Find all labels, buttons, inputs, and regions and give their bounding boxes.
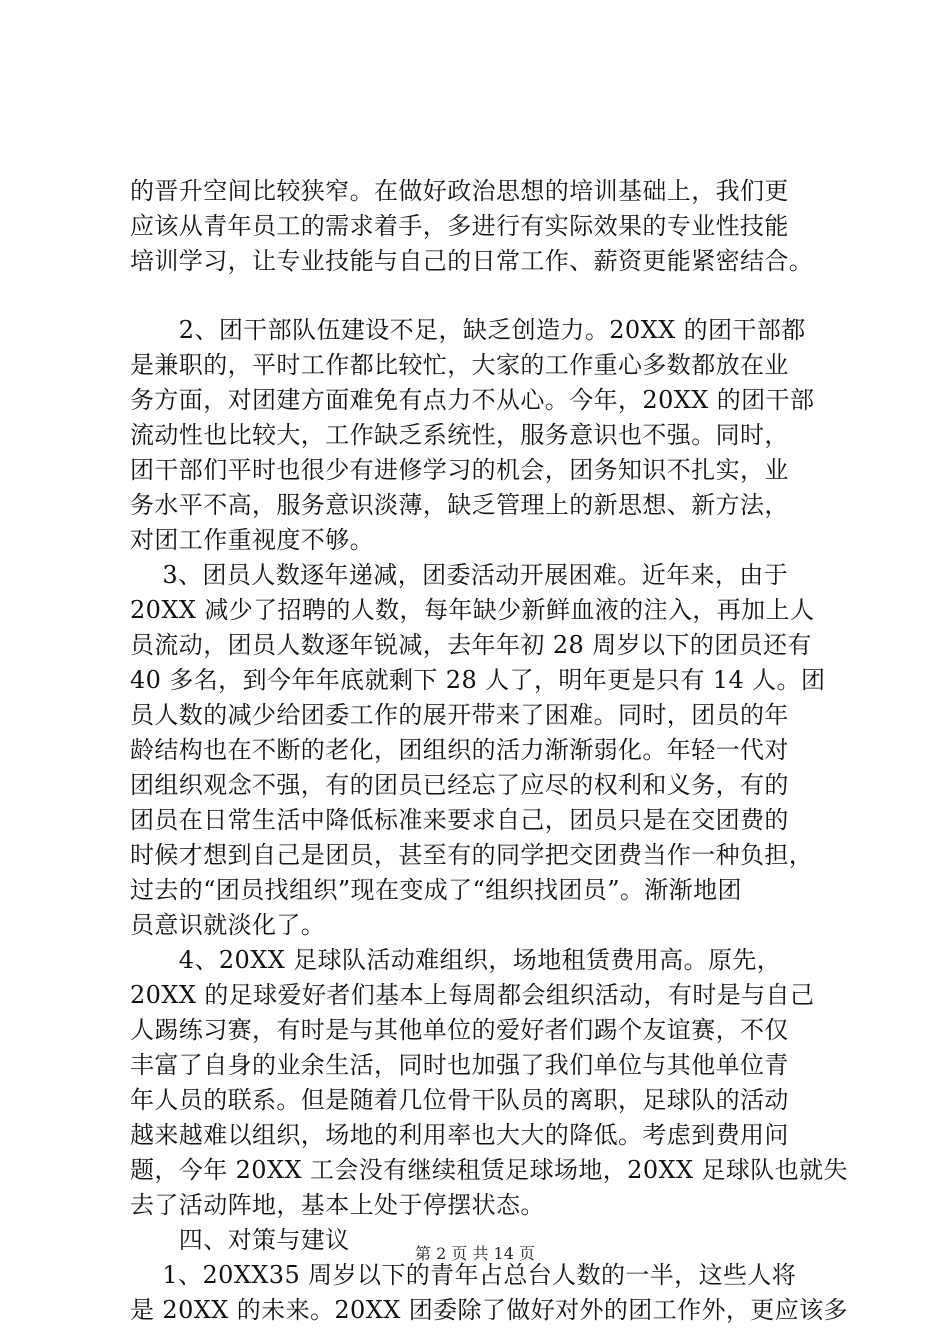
- text-line: 应该从青年员工的需求着手，多进行有实际效果的专业性技能: [130, 212, 789, 240]
- text-line: 丰富了自身的业余生活，同时也加强了我们单位与其他单位青: [130, 1051, 789, 1079]
- section-heading: 四、对策与建议: [130, 1226, 350, 1254]
- text-line: 团干部们平时也很少有进修学习的机会，团务知识不扎实，业: [130, 456, 789, 484]
- text-line: 培训学习，让专业技能与自己的日常工作、薪资更能紧密结合。: [130, 247, 814, 275]
- text-line: 务水平不高，服务意识淡薄，缺乏管理上的新思想、新方法，: [130, 491, 789, 519]
- text-line: 时候才想到自己是团员，甚至有的同学把交团费当作一种负担，: [130, 841, 814, 869]
- text-line: 员人数的减少给团委工作的展开带来了困难。同时，团员的年: [130, 701, 789, 729]
- text-line: 员意识就淡化了。: [130, 911, 326, 939]
- text-line: 的晋升空间比较狭窄。在做好政治思想的培训基础上，我们更: [130, 177, 789, 205]
- text-line: 3、团员人数逐年递减，团委活动开展困难。近年来，由于: [130, 561, 789, 589]
- text-line: 人踢练习赛，有时是与其他单位的爱好者们踢个友谊赛，不仅: [130, 1016, 789, 1044]
- text-line: 流动性也比较大，工作缺乏系统性，服务意识也不强。同时，: [130, 421, 789, 449]
- text-line: 是兼职的，平时工作都比较忙，大家的工作重心多数都放在业: [130, 351, 789, 379]
- text-line: 20XX 的足球爱好者们基本上每周都会组织活动，有时是与自己: [130, 981, 815, 1009]
- paragraph-gap: [130, 279, 830, 313]
- text-line: 1、20XX35 周岁以下的青年占总台人数的一半，这些人将: [130, 1261, 797, 1289]
- text-line: 龄结构也在不断的老化，团组织的活力渐渐弱化。年轻一代对: [130, 736, 789, 764]
- text-line: 务方面，对团建方面难免有点力不从心。今年，20XX 的团干部: [130, 386, 815, 414]
- text-line: 40 多名，到今年年底就剩下 28 人了，明年更是只有 14 人。团: [130, 666, 826, 694]
- text-line: 员流动，团员人数逐年锐减，去年年初 28 周岁以下的团员还有: [130, 631, 812, 659]
- text-line: 2、团干部队伍建设不足，缺乏创造力。20XX 的团干部都: [130, 316, 806, 344]
- text-line: 团员在日常生活中降低标准来要求自己，团员只是在交团费的: [130, 806, 789, 834]
- text-line: 年人员的联系。但是随着几位骨干队员的离职，足球队的活动: [130, 1086, 789, 1114]
- text-line: 团组织观念不强，有的团员已经忘了应尽的权利和义务，有的: [130, 771, 789, 799]
- text-line: 20XX 减少了招聘的人数，每年缺少新鲜血液的注入，再加上人: [130, 596, 815, 624]
- text-line: 过去的“团员找组织”现在变成了“组织找团员”。渐渐地团: [130, 876, 742, 904]
- document-body: [130, 174, 848, 1328]
- text-line: 对团工作重视度不够。: [130, 526, 374, 554]
- text-line: 题，今年 20XX 工会没有继续租赁足球场地，20XX 足球队也就失: [130, 1156, 848, 1184]
- text-line: 去了活动阵地，基本上处于停摆状态。: [130, 1191, 545, 1219]
- page-number-footer: 第 2 页 共 14 页: [415, 1244, 535, 1263]
- text-line: 4、20XX 足球队活动难组织，场地租赁费用高。原先，: [130, 946, 782, 974]
- text-line: 是 20XX 的未来。20XX 团委除了做好对外的团工作外，更应该多: [130, 1296, 848, 1324]
- text-line: 越来越难以组织，场地的利用率也大大的降低。考虑到费用问: [130, 1121, 789, 1149]
